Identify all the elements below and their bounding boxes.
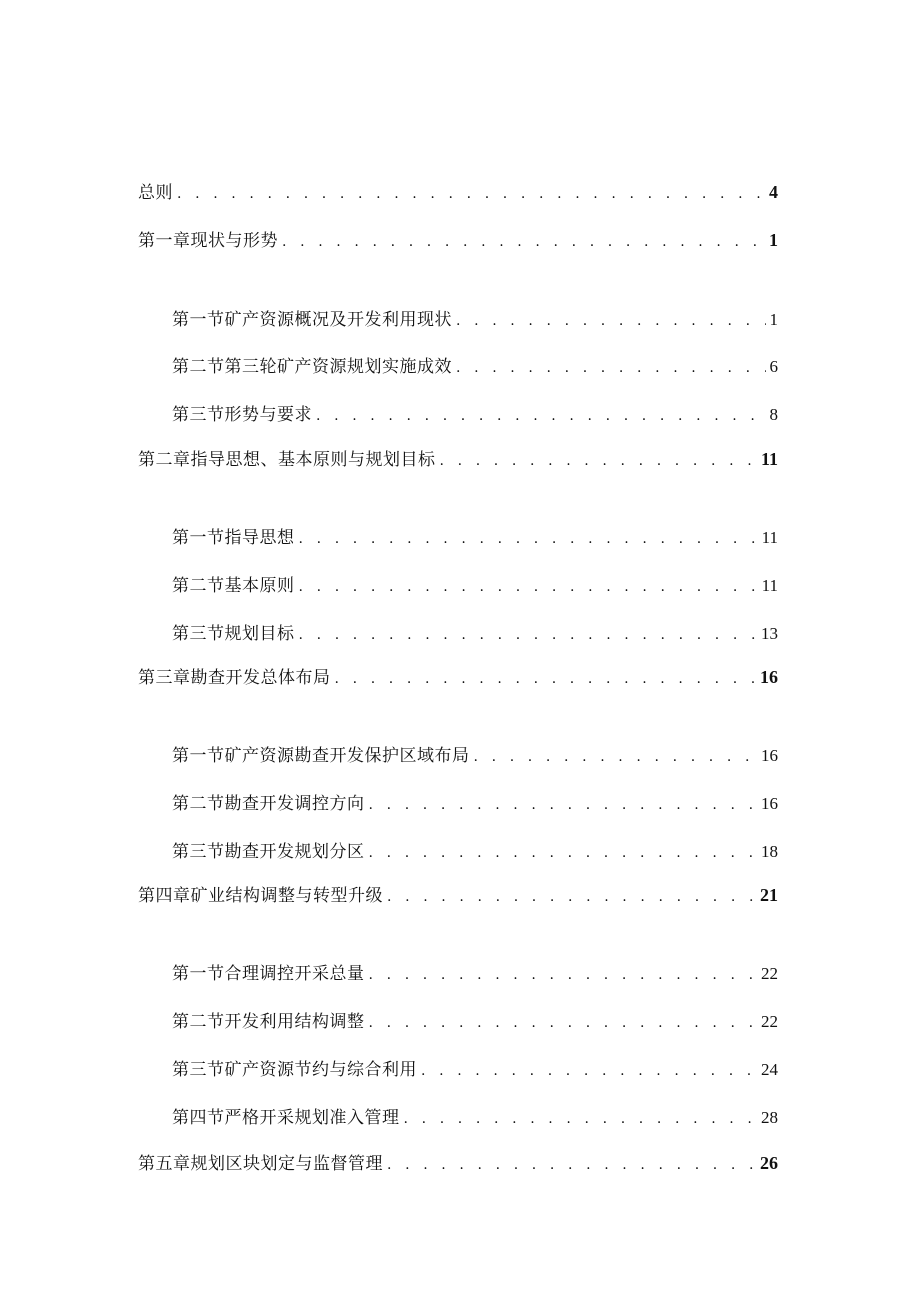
toc-entry-ch2-sec3[interactable] bbox=[172, 621, 778, 647]
dot-leader bbox=[440, 448, 757, 472]
dot-leader bbox=[369, 792, 758, 817]
toc-entry-label: 第二节勘查开发调控方向 bbox=[172, 794, 365, 814]
toc-entry-page: 1 bbox=[769, 230, 778, 250]
toc-entry-label: 总则 bbox=[138, 183, 173, 203]
toc-entry-page: 1 bbox=[769, 310, 778, 329]
dot-leader bbox=[369, 1010, 758, 1035]
toc-entry-label: 第一节矿产资源概况及开发利用现状 bbox=[172, 310, 452, 330]
toc-entry-page: 24 bbox=[761, 1060, 778, 1079]
dot-leader bbox=[421, 1058, 757, 1083]
toc-entry-chapter-1[interactable] bbox=[138, 227, 778, 253]
toc-entry-page: 26 bbox=[760, 1153, 778, 1173]
toc-entry-page: 22 bbox=[761, 1012, 778, 1031]
toc-entry-label: 第三节规划目标 bbox=[172, 624, 295, 644]
toc-entry-page: 11 bbox=[761, 576, 778, 595]
dot-leader bbox=[404, 1106, 758, 1131]
dot-leader bbox=[299, 526, 758, 551]
toc-entry-page: 8 bbox=[769, 405, 778, 424]
toc-entry-ch4-sec3[interactable] bbox=[172, 1057, 778, 1083]
toc-entry-ch4-sec2[interactable] bbox=[172, 1009, 778, 1035]
dot-leader bbox=[456, 355, 766, 380]
toc-entry-label: 第一节指导思想 bbox=[172, 528, 295, 548]
dot-leader bbox=[316, 403, 766, 428]
toc-entry-label: 第三节形势与要求 bbox=[172, 405, 312, 425]
toc-entry-page: 16 bbox=[761, 746, 778, 765]
dot-leader bbox=[369, 962, 758, 987]
toc-entry-label: 第二节第三轮矿产资源规划实施成效 bbox=[172, 357, 452, 377]
toc-entry-label: 第三章勘查开发总体布局 bbox=[138, 668, 331, 688]
toc-entry-label: 第三节勘查开发规划分区 bbox=[172, 842, 365, 862]
toc-entry-label: 第一节合理调控开采总量 bbox=[172, 964, 365, 984]
toc-entry-general[interactable] bbox=[138, 179, 778, 205]
toc-entry-label: 第五章规划区块划定与监督管理 bbox=[138, 1154, 383, 1174]
dot-leader bbox=[177, 181, 765, 205]
toc-entry-chapter-4[interactable] bbox=[138, 882, 778, 908]
dot-leader bbox=[456, 308, 766, 333]
dot-leader bbox=[369, 840, 758, 865]
toc-entry-page: 13 bbox=[761, 624, 778, 643]
toc-entry-ch4-sec1[interactable] bbox=[172, 961, 778, 987]
toc-entry-page: 16 bbox=[760, 667, 778, 687]
dot-leader bbox=[282, 229, 765, 253]
toc-entry-ch3-sec3[interactable] bbox=[172, 839, 778, 865]
toc-entry-page: 21 bbox=[760, 885, 778, 905]
dot-leader bbox=[299, 574, 758, 599]
toc-entry-page: 22 bbox=[761, 964, 778, 983]
toc-entry-page: 11 bbox=[760, 449, 778, 469]
toc-entry-page: 11 bbox=[761, 528, 778, 547]
toc-entry-ch2-sec1[interactable] bbox=[172, 525, 778, 551]
toc-entry-ch4-sec4[interactable] bbox=[172, 1105, 778, 1131]
dot-leader bbox=[335, 666, 757, 690]
toc-entry-ch3-sec2[interactable] bbox=[172, 791, 778, 817]
toc-entry-ch1-sec2[interactable] bbox=[172, 354, 778, 380]
toc-entry-page: 4 bbox=[769, 182, 778, 202]
toc-entry-page: 6 bbox=[769, 357, 778, 376]
dot-leader bbox=[299, 622, 758, 647]
toc-entry-label: 第四章矿业结构调整与转型升级 bbox=[138, 886, 383, 906]
toc-entry-label: 第二节基本原则 bbox=[172, 576, 295, 596]
toc-entry-ch3-sec1[interactable] bbox=[172, 743, 778, 769]
toc-entry-chapter-3[interactable] bbox=[138, 664, 778, 690]
toc-entry-chapter-2[interactable] bbox=[138, 446, 778, 472]
toc-entry-page: 16 bbox=[761, 794, 778, 813]
toc-entry-label: 第二章指导思想、基本原则与规划目标 bbox=[138, 450, 436, 470]
toc-entry-label: 第二节开发利用结构调整 bbox=[172, 1012, 365, 1032]
dot-leader bbox=[387, 884, 756, 908]
toc-entry-ch2-sec2[interactable] bbox=[172, 573, 778, 599]
toc-entry-page: 18 bbox=[761, 842, 778, 861]
toc-entry-label: 第一章现状与形势 bbox=[138, 231, 278, 251]
toc-entry-label: 第一节矿产资源勘查开发保护区域布局 bbox=[172, 746, 470, 766]
toc-entry-page: 28 bbox=[761, 1108, 778, 1127]
dot-leader bbox=[387, 1152, 756, 1176]
toc-entry-ch1-sec1[interactable] bbox=[172, 307, 778, 333]
dot-leader bbox=[474, 744, 758, 769]
toc-entry-label: 第三节矿产资源节约与综合利用 bbox=[172, 1060, 417, 1080]
toc-entry-ch1-sec3[interactable] bbox=[172, 402, 778, 428]
toc-entry-label: 第四节严格开采规划准入管理 bbox=[172, 1108, 400, 1128]
toc-entry-chapter-5[interactable] bbox=[138, 1150, 778, 1176]
